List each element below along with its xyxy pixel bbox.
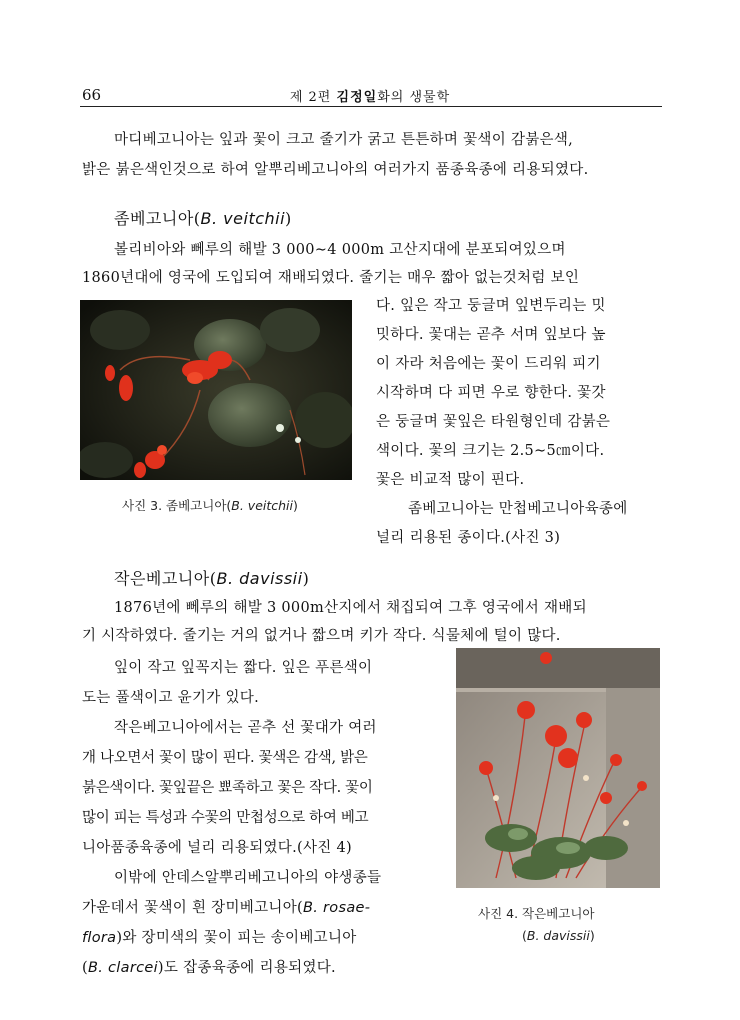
intro-line-1: 마디베고니아는 잎과 꽃이 크고 줄기가 굵고 튼튼하며 꽃색이 감붉은색, [114,132,574,148]
header-author: 김정일 [336,90,378,105]
caption-korean: 사진 3. 좀베고니아( [122,498,232,513]
text-span: )도 잡종육종에 리용되였다. [157,960,336,976]
heading-korean: 좀베고니아( [114,209,201,228]
heading-korean: 작은베고니아( [114,569,217,588]
photo-4-caption-line-2 [522,928,595,943]
section1-side-line-8: 좀베고니아는 만첩베고니아육종에 [408,501,628,517]
text-span: 가운데서 꽃색이 흰 장미베고니아( [82,900,303,916]
photo-begonia-davissii [456,648,660,888]
caption-latin: B. davissii [526,928,590,943]
section1-side-line-1: 다. 잎은 작고 둥글며 잎변두리는 밋 [376,298,606,314]
section2-side-line-10: flora)와 장미색의 꽃이 피는 송이베고니아 [82,930,357,946]
running-header [0,86,740,105]
page-number: 66 [82,86,102,104]
section2-side-line-1: 잎이 작고 잎꼭지는 짧다. 잎은 푸른색이 [114,660,373,676]
photo-veitchii-illustration [80,300,352,480]
section2-side-line-2: 도는 풀색이고 윤기가 있다. [82,690,260,706]
section2-side-line-8: 이밖에 안데스알뿌리베고니아의 야생종들 [114,870,382,886]
section2-line-1: 1876년에 뻬루의 해발 3 000m산지에서 채집되여 그후 영국에서 재배되 [114,600,587,616]
header-suffix: 화의 생물학 [377,90,451,105]
section2-side-line-7: 니아품종육종에 널리 리용되였다.(사진 4) [82,840,352,856]
heading-latin: B. veitchii [200,209,286,228]
section1-line-1: 볼리비아와 뻬루의 해발 3 000∼4 000m 고산지대에 분포되여있으며 [114,242,566,258]
text-span-visible: )와 장미색의 꽃이 피는 송이베고니아 [116,930,357,946]
header-rule [80,106,662,107]
section1-side-line-7: 꽃은 비교적 많이 핀다. [376,472,525,488]
section1-side-line-5: 은 둥글며 꽃잎은 타원형인데 감붉은 [376,414,611,430]
caption-close: ) [589,928,595,943]
section1-side-line-4: 시작하며 다 피면 우로 향한다. 꽃갓 [376,385,606,401]
section2-side-line-5: 붉은색이다. 꽃잎끝은 뾰족하고 꽃은 작다. 꽃이 [82,780,373,796]
heading-close: ) [285,209,292,228]
section1-line-2: 1860년대에 영국에 도입되여 재배되였다. 줄기는 매우 짧아 없는것처럼 보인 [82,270,580,286]
section2-side-line-3: 작은베고니아에서는 곧추 선 꽃대가 여러 [114,720,377,736]
caption-close: ) [293,498,298,513]
section1-side-line-2: 밋하다. 꽃대는 곧추 서며 잎보다 높 [376,327,606,343]
intro-line-2: 밝은 붉은색인것으로 하여 알뿌리베고니아의 여러가지 품종육종에 리용되였다. [82,162,589,178]
section2-side-line-11 [82,956,336,977]
section2-side-line-6: 많이 피는 특성과 수꽃의 만첩성으로 하여 베고 [82,810,369,826]
latin-rosaeflora: B. rosae- [302,900,371,916]
section1-side-line-3: 이 자라 처음에는 꽃이 드리워 피기 [376,356,601,372]
photo-davissii-illustration [456,648,660,888]
section2-side-line-4: 개 나오면서 꽃이 많이 핀다. 꽃색은 감색, 밝은 [82,750,368,766]
photo-3-caption [122,496,298,514]
section2-side-line-9 [82,896,370,917]
section1-side-line-6: 색이다. 꽃의 크기는 2.5∼5㎝이다. [376,443,605,459]
caption-open: ( [522,928,527,943]
photo-begonia-veitchii [80,300,352,480]
header-part: 제 2편 [289,90,332,105]
heading-latin: B. davissii [216,569,303,588]
section-heading-davissii [114,566,309,589]
section-heading-veitchii [114,206,292,229]
photo-4-caption-line-1: 사진 4. 작은베고니아 [478,906,595,921]
text-span: ( [82,960,88,976]
section2-line-2: 기 시작하였다. 줄기는 거의 없거나 짧으며 키가 작다. 식물체에 털이 많다. [82,628,561,644]
heading-close: ) [302,569,310,588]
section1-side-line-9: 널리 리용된 종이다.(사진 3) [376,530,561,546]
latin-clarcei: B. clarcei [87,960,158,976]
caption-latin: B. veitchii [231,498,294,513]
